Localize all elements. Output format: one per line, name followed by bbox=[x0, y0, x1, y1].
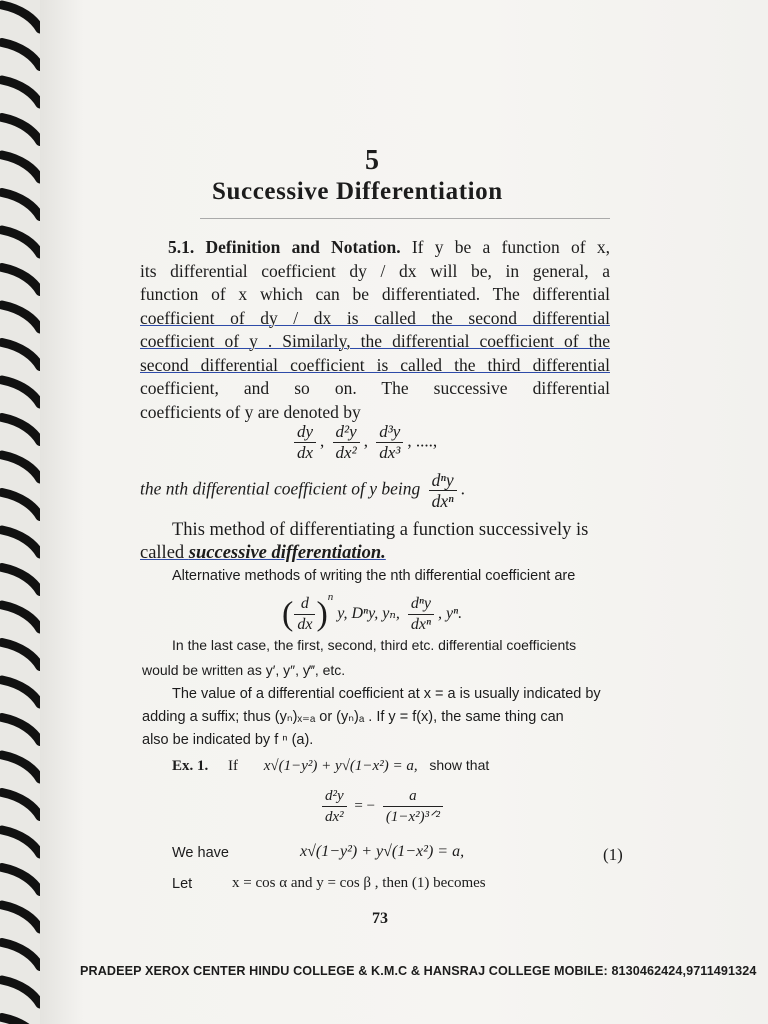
we-have-label: We have bbox=[172, 845, 229, 861]
left-paren: ( bbox=[282, 595, 294, 633]
text-line bbox=[140, 236, 610, 260]
fraction-denominator: dx² bbox=[325, 809, 344, 825]
value-line-2: adding a suffix; thus (yₙ)ₓ₌ₐ or (yₙ)ₐ . If y = f(x), the same thing can bbox=[142, 709, 564, 725]
fraction-result-lhs bbox=[322, 786, 347, 827]
notation-end: , yⁿ. bbox=[438, 605, 463, 622]
fraction-numerator: dy bbox=[294, 422, 316, 443]
fraction-numerator: d²y bbox=[322, 786, 347, 807]
fraction-numerator: d bbox=[294, 594, 315, 615]
we-have-equation: x√(1−y²) + y√(1−x²) = a, bbox=[300, 843, 465, 860]
alternative-methods-line: Alternative methods of writing the nth differential coefficient are bbox=[172, 568, 576, 584]
last-case-line-2: would be written as y′, y″, y‴, etc. bbox=[142, 662, 346, 678]
fraction-numerator: dⁿy bbox=[429, 470, 457, 491]
fraction-result-rhs bbox=[383, 786, 443, 827]
fraction-numerator: d³y bbox=[376, 422, 403, 443]
example-result bbox=[318, 786, 447, 827]
text-line: coefficient of y . Similarly, the differential coefficient of the bbox=[140, 331, 610, 351]
fraction-dny-dxn bbox=[429, 470, 457, 511]
text-line: its differential coefficient dy / dx will be, in general, a bbox=[140, 260, 610, 281]
page-number: 73 bbox=[372, 910, 388, 927]
fraction-denominator: dx³ bbox=[379, 443, 401, 462]
nth-coefficient-line: the nth differential coefficient of y being $\frac{\text{dⁿy}}{\text{dxⁿ}}$ . bbox=[140, 470, 466, 511]
result-equals: = − bbox=[354, 797, 376, 814]
fraction-denominator: dx bbox=[297, 615, 313, 633]
notation-list: y, Dⁿy, yₙ, bbox=[337, 605, 400, 622]
nth-line-text: the nth differential coefficient of y being bbox=[140, 478, 421, 499]
let-label: Let bbox=[172, 876, 193, 892]
successive-differentiation-term: successive differentiation. bbox=[188, 543, 386, 563]
fraction-numerator: dⁿy bbox=[408, 594, 434, 615]
let-text: x = cos α and y = cos β , then (1) becomes bbox=[232, 875, 486, 891]
example-show-that: show that bbox=[429, 757, 490, 773]
fraction-numerator: a bbox=[383, 786, 443, 807]
text-line-part: If y be a function of x, bbox=[400, 237, 610, 257]
fraction-d2y-dx2 bbox=[333, 422, 360, 463]
text-line: function of x which can be differentiated. The differential bbox=[140, 284, 610, 304]
section-paragraph bbox=[140, 236, 610, 424]
example-if: If bbox=[228, 758, 239, 774]
method-line-1: This method of differentiating a function successively is bbox=[172, 520, 589, 540]
book-page bbox=[40, 0, 768, 1024]
fraction-dy-dx bbox=[294, 422, 316, 463]
alternative-notations: ( $\frac{d}{dx}$ )$^n$ y, Dⁿy, yₙ, $\frac{\text{dⁿy}}{\text{dxⁿ}}$ , yⁿ. bbox=[282, 591, 463, 633]
example-equation: x√(1−y²) + y√(1−x²) = a, bbox=[263, 758, 418, 774]
last-case-line-1: In the last case, the first, second, third etc. differential coefficients bbox=[172, 637, 577, 653]
text-line: second differential coefficient is called the third differential bbox=[140, 354, 610, 375]
fraction-denominator: dx² bbox=[335, 443, 357, 462]
derivative-sequence: $\frac{dy}{dx}$ , $\frac{\text{d²y}}{\text{dx²}}$ , $\frac{\text{d³y}}{\text{dx³}}$ , ...., bbox=[290, 422, 437, 463]
fraction-denominator: dx bbox=[297, 443, 314, 462]
sequence-tail: , ...., bbox=[407, 431, 438, 451]
method-line-2 bbox=[140, 543, 386, 564]
fraction-denominator: dxⁿ bbox=[431, 491, 454, 511]
text-line: coefficients of y are denoted by bbox=[140, 401, 361, 422]
fraction-numerator: d²y bbox=[333, 422, 360, 443]
equation-number: (1) bbox=[603, 845, 623, 864]
fraction-denominator: (1−x²)³ᐟ² bbox=[385, 809, 440, 825]
chapter-title: Successive Differentiation bbox=[212, 178, 503, 205]
text-line: coefficient, and so on. The successive differential bbox=[140, 378, 610, 398]
fraction-d-dx bbox=[294, 594, 315, 635]
fraction-denominator: dxⁿ bbox=[410, 615, 432, 633]
chapter-number: 5 bbox=[365, 145, 379, 176]
fraction-d3y-dx3 bbox=[376, 422, 403, 463]
photocopy-footer: PRADEEP XEROX CENTER HINDU COLLEGE & K.M.C & HANSRAJ COLLEGE MOBILE: 8130462424,9711491324 bbox=[80, 964, 757, 978]
value-line-1: The value of a differential coefficient at x = a is usually indicated by bbox=[172, 686, 601, 702]
example-statement bbox=[172, 757, 489, 775]
example-label: Ex. 1. bbox=[172, 758, 209, 774]
value-line-3: also be indicated by f ⁿ (a). bbox=[142, 732, 314, 748]
fraction-dny-dxn-alt bbox=[408, 594, 434, 635]
title-rule bbox=[200, 218, 610, 219]
right-paren: ) bbox=[316, 595, 328, 633]
section-heading: 5.1. Definition and Notation. bbox=[168, 237, 401, 257]
method-line-2-prefix: called bbox=[140, 543, 189, 563]
text-line: coefficient of dy / dx is called the second differential bbox=[140, 307, 610, 328]
